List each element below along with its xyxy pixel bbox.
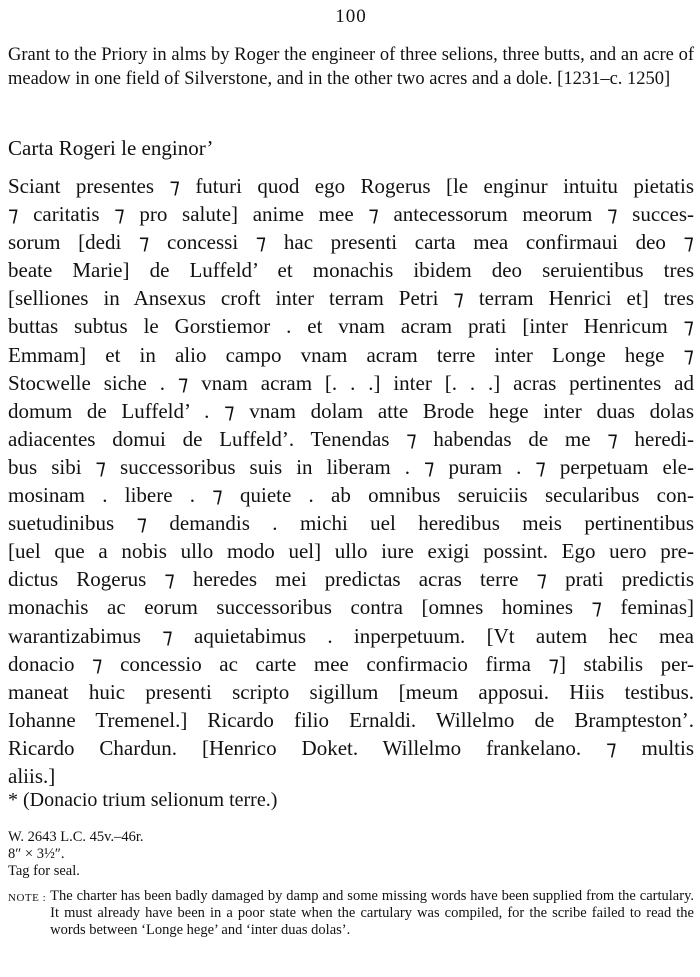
charter-line: aliis.] [8,763,56,788]
seal-description: Tag for seal. [8,863,80,879]
charter-line: ⁊ caritatis ⁊ pro salute] anime mee ⁊ antecessorum meorum ⁊ succes- [8,202,694,227]
charter-line: Emmam] et in alio campo vnam acram terre inter Longe hege ⁊ [8,342,694,367]
editorial-note [8,888,694,939]
charter-line: Sciant presentes ⁊ futuri quod ego Rogerus [le enginur intuitu pietatis [8,174,694,198]
charter-line: warantizabimus ⁊ aquietabimus . inperpetuum. [Vt autem hec mea [8,623,694,648]
page-number: 100 [335,6,367,27]
document-metadata [8,829,143,880]
note-text: The charter has been badly damaged by damp and some missing words have been supplied from the cartulary. It must already have been in a poor state when the cartulary was compiled, for the scribe failed to read the words between ‘Longe hege’ and ‘inter duas dolas’. [50,888,694,938]
charter-line: beate Marie] de Luffeld’ et monachis ibidem deo seruientibus tres [8,258,694,283]
charter-line: monachis ac eorum successoribus contra [omnes homines ⁊ feminas] [8,595,694,620]
charter-heading: Carta Rogeri le enginor’ [8,136,214,160]
charter-line: [uel que a nobis ullo modo uel] ullo iure exigi possint. Ego uero pre- [8,539,694,564]
charter-line: mosinam . libere . ⁊ quiete . ab omnibus seruiciis secularibus con- [8,483,694,508]
note-label: NOTE : [8,892,47,904]
charter-line: domum de Luffeld’ . ⁊ vnam dolam atte Brode hege inter duas dolas [8,398,694,423]
charter-text [8,172,694,790]
document-size: 8″ × 3½″. [8,846,65,862]
charter-line: Ricardo Chardun. [Henrico Doket. Willelmo frankelano. ⁊ multis [8,735,694,760]
charter-line: suetudinibus ⁊ demandis . michi uel heredibus meis pertinentibus [8,511,694,536]
charter-line: bus sibi ⁊ successoribus suis in liberam . ⁊ puram . ⁊ perpetuam ele- [8,454,694,479]
charter-line: donacio ⁊ concessio ac carte mee confirmacio firma ⁊] stabilis per- [8,651,694,676]
endorsement: * (Donacio trium selionum terre.) [8,789,278,811]
charter-line: [selliones in Ansexus croft inter terram Petri ⁊ terram Henrici et] tres [8,286,694,311]
document-reference: W. 2643 L.C. 45v.–46r. [8,829,144,845]
charter-summary: Grant to the Priory in alms by Roger the engineer of three selions, three butts, and an acre of meadow in one field of Silverstone, and in the other two acres and a dole. [1231–c. 1250] [8,45,694,89]
charter-line: buttas subtus le Gorstiemor . et vnam acram prati [inter Henricum ⁊ [8,314,694,339]
charter-line: Iohanne Tremenel.] Ricardo filio Ernaldi. Willelmo de Brampteston’. [8,707,694,732]
charter-line: maneat huic presenti scripto sigillum [meum apposui. Hiis testibus. [8,679,694,704]
charter-line: dictus Rogerus ⁊ heredes mei predictas acras terre ⁊ prati predictis [8,567,694,592]
charter-line: adiacentes domui de Luffeld’. Tenendas ⁊ habendas de me ⁊ heredi- [8,426,694,451]
charter-line: sorum [dedi ⁊ concessi ⁊ hac presenti carta mea confirmaui deo ⁊ [8,230,694,255]
charter-line: Stocwelle siche . ⁊ vnam acram [. . .] inter [. . .] acras pertinentes ad [8,370,694,395]
